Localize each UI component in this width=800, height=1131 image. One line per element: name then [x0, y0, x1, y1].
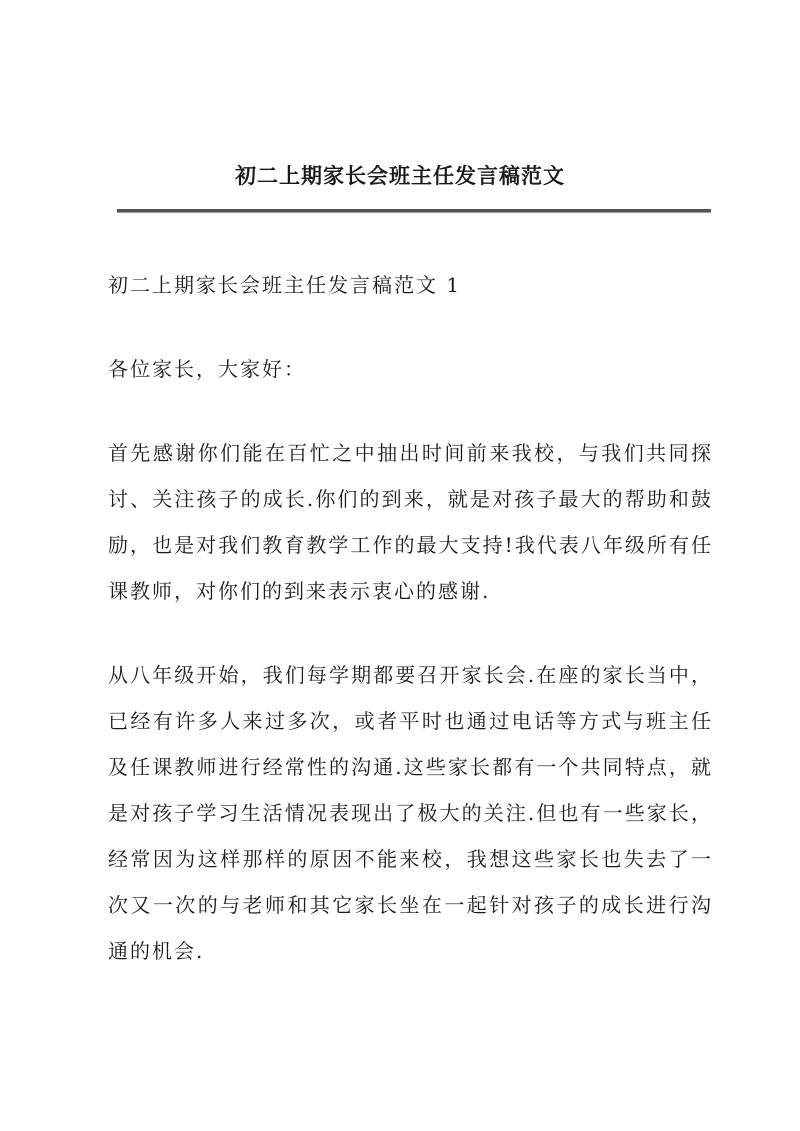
body-paragraph-2: 从八年级开始，我们每学期都要召开家长会.在座的家长当中，已经有许多人来过多次，或者平时也通过电话等方式与班主任及任课教师进行经常性的沟通.这些家长都有一个共同特点，就是对孩子学习生活情况表现出了极大的关注.但也有一些家长，经常因为这样那样的原因不能来校，我想这些家长也失去了一次又一次的与老师和其它家长坐在一起针对孩子的成长进行沟通的机会.: [108, 663, 713, 963]
title-divider: [117, 209, 711, 213]
body-paragraph-1: 首先感谢你们能在百忙之中抽出时间前来我校，与我们共同探讨、关注孩子的成长.你们的到来，就是对孩子最大的帮助和鼓励，也是对我们教育教学工作的最大支持!我代表八年级所有任课教师，对你们的到来表示衷心的感谢.: [108, 441, 713, 603]
section-heading: 初二上期家长会班主任发言稿范文 1: [108, 273, 462, 297]
page-title: 初二上期家长会班主任发言稿范文: [235, 163, 565, 188]
salutation-paragraph: 各位家长，大家好：: [108, 357, 306, 381]
document-body: [108, 262, 713, 1012]
